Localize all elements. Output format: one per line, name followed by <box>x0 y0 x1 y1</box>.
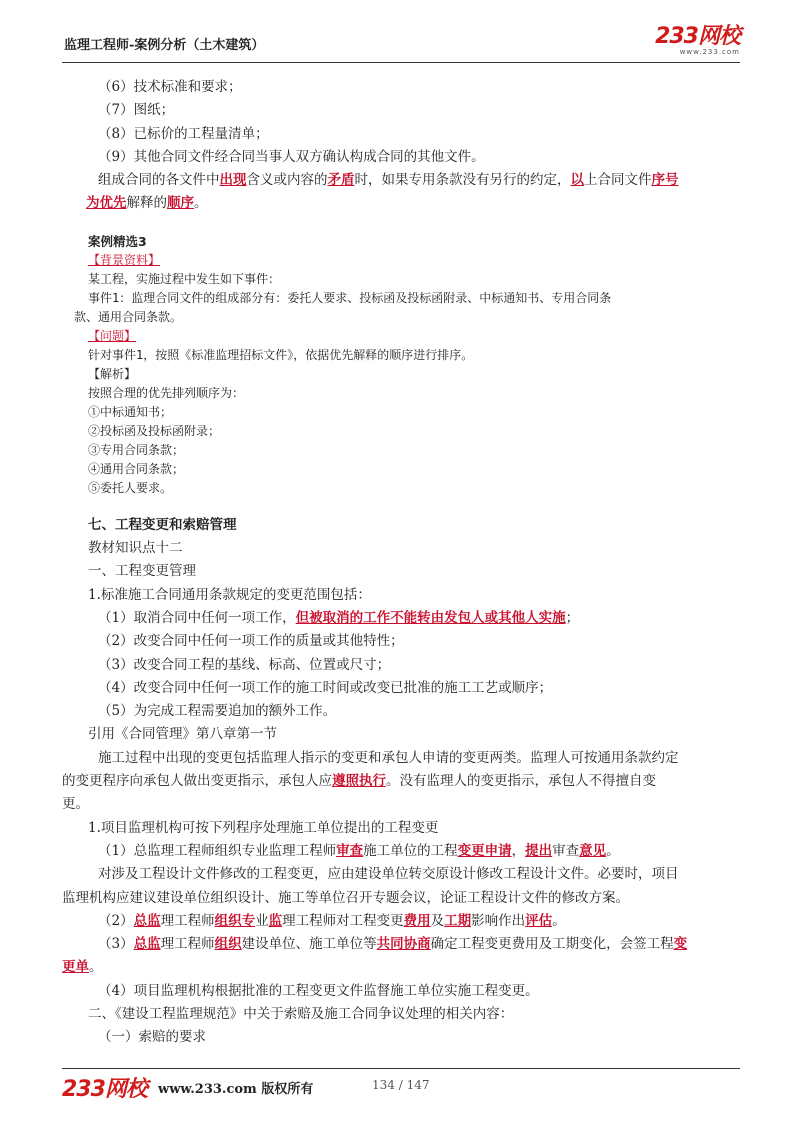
paragraph: 施工过程中出现的变更包括监理人指示的变更和承包人申请的变更两类。监理人可按通用条款约定 <box>98 749 679 766</box>
list-item: （8）已标价的工程量清单； <box>98 125 269 142</box>
text: 理工程师对工程变更 <box>282 912 404 929</box>
paragraph: 1.项目监理机构可按下列程序处理施工单位提出的工程变更 <box>88 819 439 836</box>
text: 业 <box>255 912 269 929</box>
section-heading: 七、工程变更和索赔管理 <box>88 516 237 533</box>
logo-url: www.233.com <box>679 48 740 56</box>
section-label: 【背景资料】 <box>88 252 161 267</box>
highlight: 遵照执行 <box>332 773 386 790</box>
list-item: （4）项目监理机构根据批准的工程变更文件监督施工单位实施工程变更。 <box>98 982 539 999</box>
document-title: 监理工程师-案例分析（土木建筑） <box>64 38 265 53</box>
page-header <box>62 26 740 62</box>
text: 建设单位、施工单位等 <box>241 936 377 953</box>
text: 。 <box>194 195 208 212</box>
logo-text: 233网校 <box>655 24 740 49</box>
case-text: 针对事件1，按照《标准监理招标文件》，依据优先解释的顺序进行排序。 <box>88 347 474 362</box>
text: 的变更程序向承包人做出变更指示，承包人应 <box>62 773 332 790</box>
footer-divider <box>62 1068 740 1069</box>
paragraph-continuation <box>62 770 748 793</box>
header-divider <box>62 62 740 63</box>
text: 。 <box>606 842 620 859</box>
text: 上合同文件 <box>584 172 652 189</box>
highlight: 矛盾 <box>327 172 355 189</box>
highlight: 出现 <box>219 172 247 189</box>
text: ， <box>511 842 526 859</box>
text: 解释的 <box>126 195 167 212</box>
case-title: 案例精选3 <box>88 233 147 249</box>
highlight: 变更申请 <box>457 842 512 859</box>
case-text: 款、通用合同条款。 <box>74 309 183 324</box>
highlight: 但被取消的工作不能转由发包人或其他人实施 <box>295 609 566 626</box>
paragraph: 1.标准施工合同通用条款规定的变更范围包括： <box>88 586 371 603</box>
text: 理工程师 <box>160 912 215 929</box>
highlight: 组织专 <box>214 912 256 929</box>
highlight: 共同协商 <box>376 936 431 953</box>
text: 组成合同的各文件中 <box>98 172 220 189</box>
paragraph-continuation <box>86 192 748 215</box>
subsection-heading: 二、《建设工程监理规范》中关于索赔及施工合同争议处理的相关内容： <box>88 1006 514 1023</box>
highlight: 意见 <box>579 842 607 859</box>
highlight: 顺序 <box>167 195 194 212</box>
list-item <box>88 933 748 956</box>
highlight: 费用 <box>403 912 431 929</box>
list-item: （6）技术标准和要求； <box>98 79 242 95</box>
highlight: 总监 <box>133 912 161 929</box>
text: 含义或内容的 <box>246 172 328 189</box>
text: 。 <box>89 959 103 976</box>
text: （2） <box>98 912 134 929</box>
list-item: ④通用合同条款； <box>88 461 185 476</box>
text: 影响作出 <box>471 912 526 929</box>
text: 。 <box>552 912 566 929</box>
list-item <box>88 910 748 933</box>
subsection-heading: （一）索赔的要求 <box>98 1029 206 1046</box>
text: （3） <box>98 936 134 953</box>
list-item <box>88 607 748 630</box>
highlight: 为优先 <box>86 195 127 212</box>
highlight: 评估 <box>525 912 553 929</box>
page-footer <box>62 1070 740 1100</box>
subsection-heading: 一、工程变更管理 <box>88 563 196 580</box>
highlight: 提出 <box>525 842 553 859</box>
highlight: 组织 <box>214 936 242 953</box>
section-label: 【解析】 <box>88 366 137 381</box>
paragraph-continuation: 更。 <box>62 796 89 813</box>
text: 施工单位的工程 <box>363 842 458 859</box>
text: （1）总监理工程师组织专业监理工程师 <box>98 842 337 859</box>
citation: 引用《合同管理》第八章第一节 <box>88 726 277 743</box>
highlight: 监 <box>268 912 283 929</box>
text: 审查 <box>552 842 580 859</box>
copyright-text: www.233.com 版权所有 <box>158 1082 314 1097</box>
list-item: （3）改变合同工程的基线、标高、位置或尺寸； <box>98 656 391 673</box>
highlight: 序号 <box>651 172 679 189</box>
list-item: （7）图纸； <box>98 102 175 119</box>
text: 确定工程变更费用及工期变化，会签工程 <box>430 936 674 953</box>
list-item: （5）为完成工程需要追加的额外工作。 <box>98 703 337 720</box>
list-item: （9）其他合同文件经合同当事人双方确认构成合同的其他文件。 <box>98 148 485 165</box>
text: 及 <box>430 912 445 929</box>
list-item <box>88 840 748 863</box>
knowledge-point: 教材知识点十二 <box>88 540 183 557</box>
list-item: ⑤委托人要求。 <box>88 480 173 495</box>
list-item: （2）改变合同中任何一项工作的质量或其他特性； <box>98 633 404 650</box>
text: ； <box>565 609 580 626</box>
footer-logo: 233网校 <box>62 1077 147 1102</box>
list-item: ③专用合同条款； <box>88 442 185 457</box>
list-item: （4）改变合同中任何一项工作的施工时间或改变已批准的施工工艺或顺序； <box>98 679 553 696</box>
page-content <box>62 76 748 1050</box>
highlight: 以 <box>570 172 584 189</box>
paragraph <box>88 169 748 192</box>
highlight: 工期 <box>444 912 472 929</box>
text: 。没有监理人的变更指示，承包人不得擅自变 <box>386 773 656 790</box>
case-text: 按照合理的优先排列顺序为： <box>88 385 245 400</box>
text: 时，如果专用条款没有另行的约定， <box>354 172 571 189</box>
case-text: 事件1：监理合同文件的组成部分有：委托人要求、投标函及投标函附录、中标通知书、专用合同条 <box>88 290 612 305</box>
section-label: 【问题】 <box>88 328 137 343</box>
list-item: ②投标函及投标函附录； <box>88 423 221 438</box>
page-number: 134 / 147 <box>372 1078 430 1092</box>
text: （1）取消合同中任何一项工作， <box>98 609 296 626</box>
highlight: 审查 <box>336 842 364 859</box>
case-text: 某工程，实施过程中发生如下事件： <box>88 271 281 286</box>
highlight: 变 <box>673 936 688 953</box>
brand-logo <box>655 26 740 56</box>
list-item: ①中标通知书； <box>88 404 173 419</box>
paragraph: 对涉及工程设计文件修改的工程变更，应由建设单位转交原设计修改工程设计文件。必要时，项目 <box>98 866 679 883</box>
paragraph-continuation: 监理机构应建议建设单位组织设计、施工等单位召开专题会议，论证工程设计文件的修改方案。 <box>62 889 629 906</box>
highlight: 总监 <box>133 936 161 953</box>
highlight: 更单 <box>62 959 89 976</box>
text: 理工程师 <box>160 936 215 953</box>
paragraph-continuation <box>62 956 748 979</box>
